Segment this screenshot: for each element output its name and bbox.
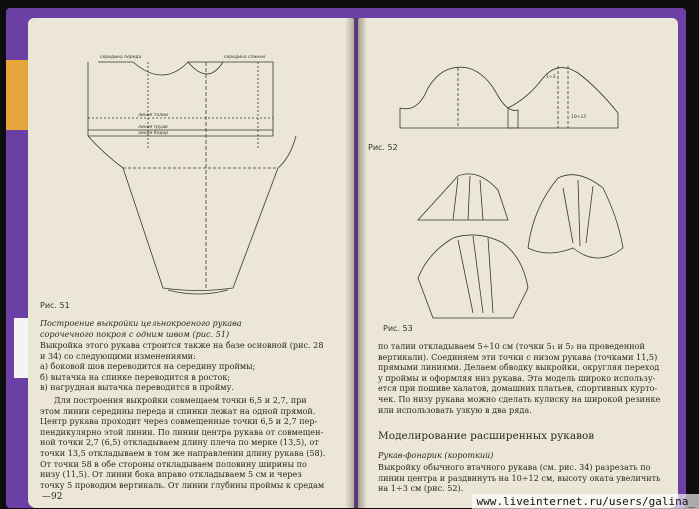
text-line: этом линии середины переда и спинки лежат на одной прямой. <box>40 405 316 416</box>
book-spine <box>345 18 367 508</box>
drawing-label-hip: линия бедер <box>138 131 169 136</box>
text-line: на 1÷3 см (рис. 52). <box>378 483 464 494</box>
paragraph-lantern <box>378 462 661 494</box>
figure-caption: Рис. 51 <box>40 301 70 310</box>
sleeve-pattern-drawing-fig51 <box>28 18 354 318</box>
subheading-lantern-sleeve: Рукав-фонарик (короткий) <box>378 450 494 460</box>
text-line: Для построения выкройки совмещаем точки 6,5 и 2,7, при <box>54 395 307 405</box>
list-item: б) вытачка на спинке переводится в росток; <box>40 371 231 382</box>
text-line: низу (11,5). От линии бока вправо откладываем 5 см и через <box>40 469 302 480</box>
text-line: линии центра и раздвинуть на 10÷12 см, высоту оката увеличить <box>378 472 661 483</box>
text-line: Выкройку обычного втачного рукава (см. рис. 34) разрезать по <box>378 462 651 472</box>
right-page <box>358 18 678 508</box>
drawing-label-spread: 10÷12 <box>571 115 587 120</box>
paragraph-continuation <box>378 341 660 415</box>
text-line: вертикали). Соединяем эти точки с низом рукава (точками 11,5) <box>378 351 658 362</box>
drawing-label-bust: линия груди <box>138 125 168 130</box>
text-line: ной точки 2,7 (6,5) откладываем длину плеча по мерке (13,5), от <box>40 437 319 448</box>
heading-line: сорочечного покроя с одним швом (рис. 51) <box>40 328 230 339</box>
paragraph-construction <box>40 395 325 490</box>
section-heading-expanded-sleeves: Моделирование расширенных рукавов <box>378 430 595 442</box>
text-line: Центр рукава проходит через совмещенные точки 6,5 и 2,7 пер- <box>40 416 318 427</box>
text-line: Выкройка этого рукава строится также на базе основной (рис. 28 <box>40 340 324 350</box>
page-number: —92 <box>42 492 63 502</box>
sleeve-pattern-drawing-fig52 <box>358 18 678 148</box>
figure-caption-53: Рис. 53 <box>383 324 413 333</box>
drawing-label-cap-height: 1÷3 <box>546 75 556 80</box>
watermark-url: www.liveinternet.ru/users/galina_ <box>472 494 699 509</box>
drawing-label-waist: линия талии <box>138 113 168 118</box>
paragraph-intro <box>40 340 323 393</box>
text-line: точку 5 проводим вертикаль. От линии глубины проймы к средам <box>40 479 325 490</box>
list-item: в) нагрудная вытачка переводится в пройму. <box>40 382 234 393</box>
drawing-label-back-center: середина спинки <box>224 55 265 60</box>
section-heading <box>40 318 242 339</box>
text-line: или использовать узкую в два ряда. <box>378 404 532 415</box>
text-line: пендикулярно этой линии. По линии центра рукава от совмещен- <box>40 426 324 437</box>
text-line: у проймы и оформляя низ рукава. Эта модель широко использу- <box>378 372 656 383</box>
text-line: точки 13,5 откладываем в том же направлении длину рукава (58). <box>40 447 326 458</box>
text-line: чек. По низу рукава можно сделать кулиску на широкой резинке <box>378 393 661 404</box>
sleeve-pattern-drawing-fig53 <box>358 158 678 328</box>
left-page <box>28 18 354 508</box>
sticker-tab <box>14 318 28 378</box>
bookmark-tab <box>6 60 28 130</box>
drawing-label-front-center: середина переда <box>100 55 142 60</box>
list-item: а) боковой шов переводится на середину проймы; <box>40 361 256 372</box>
text-line: ется при пошиве халатов, домашних платьев, спортивных курто- <box>378 383 658 394</box>
heading-line: Построение выкройки цельнокроеного рукава <box>40 318 242 328</box>
text-line: От точки 58 в обе стороны откладываем половину ширины по <box>40 458 307 469</box>
text-line: по талии откладываем 5÷10 см (точки 5₁ и 5₂ на проведенной <box>378 341 645 351</box>
figure-caption-52: Рис. 52 <box>368 143 398 152</box>
text-line: и 34) со следующими изменениями: <box>40 350 196 361</box>
text-line: прямыми линиями. Делаем обводку выкройки, округляя переход <box>378 362 660 373</box>
